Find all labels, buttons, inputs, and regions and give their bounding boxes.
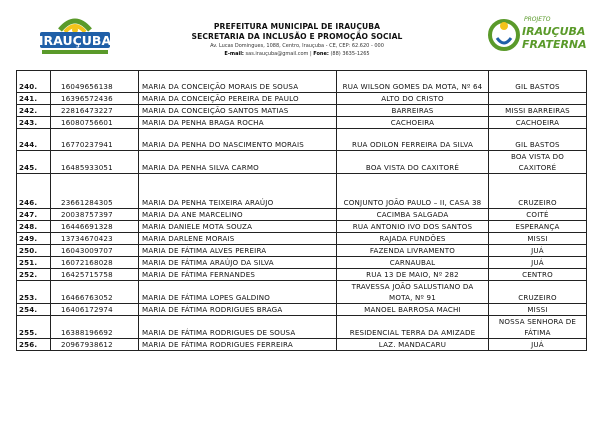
email-label: E-mail: [224, 51, 244, 57]
phone-value: (88) 3635-1265 [328, 51, 370, 57]
address-cell: RUA ODILON FERREIRA DA SILVA [337, 129, 489, 151]
nis-cell: 22816473227 [51, 105, 139, 117]
nis-cell: 16072168028 [51, 257, 139, 269]
header-contact [120, 50, 474, 58]
table-row [17, 71, 587, 93]
right-logo-line1: IRAUÇUBA [522, 25, 586, 38]
neighborhood-cell: MISSI BARREIRAS [489, 105, 587, 117]
table-row [17, 316, 587, 339]
name-cell: MARIA DE FÁTIMA RODRIGUES FERREIRA [139, 339, 337, 351]
name-cell: MARIA DA CONCEIÇÃO MORAIS DE SOUSA [139, 71, 337, 93]
table-row [17, 93, 587, 105]
row-number: 240. [17, 71, 51, 93]
nis-cell: 16080756601 [51, 117, 139, 129]
header-address: Av. Lucas Domingues, 1088, Centro, Irauçuba - CE, CEP: 62.620 - 000 [210, 43, 384, 49]
nis-cell: 16406172974 [51, 304, 139, 316]
table-row [17, 129, 587, 151]
right-logo-line2: FRATERNA [522, 38, 587, 51]
neighborhood-cell: BOA VISTA DO CAXITORÉ [489, 151, 587, 174]
neighborhood-cell: CENTRO [489, 269, 587, 281]
header-subtitle: SECRETARIA DA INCLUSÃO E PROMOÇÃO SOCIAL [191, 32, 403, 41]
table-row [17, 339, 587, 351]
neighborhood-cell: ESPERANÇA [489, 221, 587, 233]
name-cell: MARIA DA CONCEIÇÃO PEREIRA DE PAULO [139, 93, 337, 105]
name-cell: MARIA DA CONCEIÇÃO SANTOS MATIAS [139, 105, 337, 117]
nis-cell: 16466763052 [51, 281, 139, 304]
address-cell: CACIMBA SALGADA [337, 209, 489, 221]
name-cell: MARIA DE FÁTIMA RODRIGUES DE SOUSA [139, 316, 337, 339]
table-row [17, 174, 587, 209]
irauçuba-fraterna-logo [488, 8, 587, 62]
row-number: 243. [17, 117, 51, 129]
address-cell: RAJADA FUNDÕES [337, 233, 489, 245]
address-cell: ALTO DO CRISTO [337, 93, 489, 105]
name-cell: MARIA DE FÁTIMA ARAÚJO DA SILVA [139, 257, 337, 269]
row-number: 251. [17, 257, 51, 269]
right-logo-small-text: PROJETO [524, 16, 551, 23]
nis-cell: 16396572436 [51, 93, 139, 105]
table-row [17, 221, 587, 233]
row-number: 247. [17, 209, 51, 221]
row-number: 244. [17, 129, 51, 151]
name-cell: MARIA DE FÁTIMA ALVES PEREIRA [139, 245, 337, 257]
phone-label: Fone: [313, 51, 329, 57]
table-row [17, 151, 587, 174]
address-cell: MANOEL BARROSA MACHI [337, 304, 489, 316]
nis-cell: 16770237941 [51, 129, 139, 151]
row-number: 242. [17, 105, 51, 117]
name-cell: MARIA DE FÁTIMA LOPES GALDINO [139, 281, 337, 304]
address-cell: RUA 13 DE MAIO, Nº 282 [337, 269, 489, 281]
address-cell: RUA ANTONIO IVO DOS SANTOS [337, 221, 489, 233]
table-row [17, 117, 587, 129]
nis-cell: 13734670423 [51, 233, 139, 245]
row-number: 248. [17, 221, 51, 233]
neighborhood-cell: JUÁ [489, 257, 587, 269]
table-row [17, 257, 587, 269]
nis-cell: 23661284305 [51, 174, 139, 209]
neighborhood-cell: MISSI [489, 233, 587, 245]
name-cell: MARIA DA PENHA TEIXEIRA ARAÚJO [139, 174, 337, 209]
address-cell: CARNAUBAL [337, 257, 489, 269]
left-logo-text: IRAUÇUBA [38, 33, 112, 48]
header-title: PREFEITURA MUNICIPAL DE IRAUÇUBA [213, 22, 381, 31]
name-cell: MARIA DE FÁTIMA RODRIGUES BRAGA [139, 304, 337, 316]
name-cell: MARIA DA PENHA DO NASCIMENTO MORAIS [139, 129, 337, 151]
row-number: 250. [17, 245, 51, 257]
row-number: 255. [17, 316, 51, 339]
address-cell: CACHOEIRA [337, 117, 489, 129]
table-row [17, 105, 587, 117]
name-cell: MARIA DA PENHA SILVA CARMO [139, 151, 337, 174]
address-cell: LAZ. MANDACARU [337, 339, 489, 351]
nis-cell: 16446691328 [51, 221, 139, 233]
name-cell: MARIA DE FÁTIMA FERNANDES [139, 269, 337, 281]
table-row [17, 245, 587, 257]
address-cell: BARREIRAS [337, 105, 489, 117]
neighborhood-cell: JUÁ [489, 339, 587, 351]
neighborhood-cell: JUÁ [489, 245, 587, 257]
nis-cell: 16049656138 [51, 71, 139, 93]
table-row [17, 281, 587, 304]
row-number: 241. [17, 93, 51, 105]
table-row [17, 209, 587, 221]
address-cell: FAZENDA LIVRAMENTO [337, 245, 489, 257]
neighborhood-cell: MISSI [489, 304, 587, 316]
table-row [17, 269, 587, 281]
contact-separator: | [308, 51, 314, 57]
neighborhood-cell: CRUZEIRO [489, 281, 587, 304]
document-header [0, 0, 600, 70]
address-cell: BOA VISTA DO CAXITORÉ [337, 151, 489, 174]
row-number: 254. [17, 304, 51, 316]
nis-cell: 16388196692 [51, 316, 139, 339]
nis-cell: 16043009707 [51, 245, 139, 257]
row-number: 245. [17, 151, 51, 174]
address-cell: TRAVESSA JOÃO SALUSTIANO DA MOTA, Nº 91 [337, 281, 489, 304]
name-cell: MARIA DARLENE MORAIS [139, 233, 337, 245]
email-value: sas.irauçuba@gmail.com [243, 51, 309, 57]
table-body [17, 71, 587, 351]
address-cell: RUA WILSON GOMES DA MOTA, Nº 64 [337, 71, 489, 93]
neighborhood-cell [489, 93, 587, 105]
row-number: 253. [17, 281, 51, 304]
name-cell: MARIA DANIELE MOTA SOUZA [139, 221, 337, 233]
neighborhood-cell: NOSSA SENHORA DE FÁTIMA [489, 316, 587, 339]
irauçuba-prefeitura-logo [38, 10, 112, 56]
neighborhood-cell: CRUZEIRO [489, 174, 587, 209]
address-cell: CONJUNTO JOÃO PAULO – II, CASA 38 [337, 174, 489, 209]
nis-cell: 20967938612 [51, 339, 139, 351]
row-number: 256. [17, 339, 51, 351]
name-cell: MARIA DA PENHA BRAGA ROCHA [139, 117, 337, 129]
table-row [17, 233, 587, 245]
neighborhood-cell: COITÉ [489, 209, 587, 221]
beneficiaries-table [16, 70, 587, 351]
row-number: 246. [17, 174, 51, 209]
nis-cell: 20038757397 [51, 209, 139, 221]
row-number: 252. [17, 269, 51, 281]
neighborhood-cell: GIL BASTOS [489, 129, 587, 151]
header-text-block [120, 22, 474, 58]
address-cell: RESIDENCIAL TERRA DA AMIZADE [337, 316, 489, 339]
neighborhood-cell: CACHOEIRA [489, 117, 587, 129]
name-cell: MARIA DA ANE MARCELINO [139, 209, 337, 221]
nis-cell: 16425715758 [51, 269, 139, 281]
table-row [17, 304, 587, 316]
nis-cell: 16485933051 [51, 151, 139, 174]
row-number: 249. [17, 233, 51, 245]
neighborhood-cell: GIL BASTOS [489, 71, 587, 93]
